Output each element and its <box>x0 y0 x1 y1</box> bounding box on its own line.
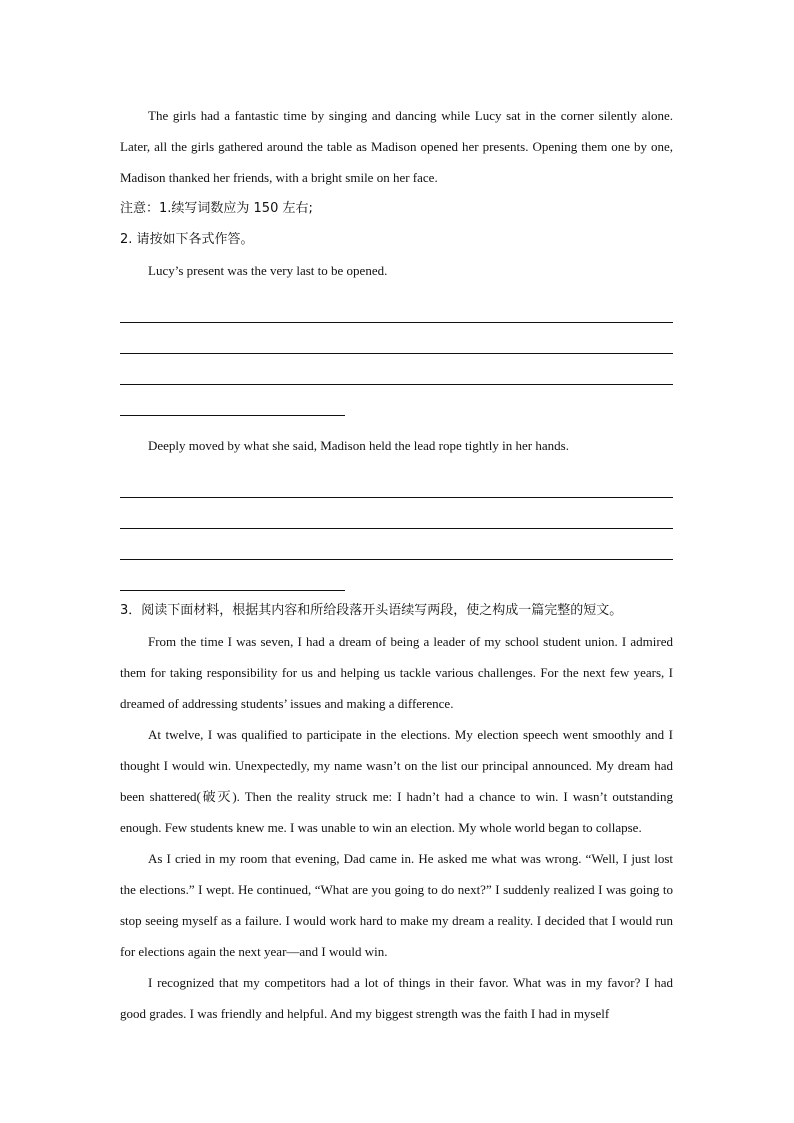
answer-line[interactable] <box>120 292 673 323</box>
question-3-heading: 3．阅读下面材料，根据其内容和所给段落开头语续写两段，使之构成一篇完整的短文。 <box>120 603 623 618</box>
question-3-paragraph-1: From the time I was seven, I had a dream of being a leader of my school student union. I admired them for taking responsibility for us and helping us tackle various challenges. For the next few years, I dreamed of addressing students’ issues and making a difference. <box>120 634 673 711</box>
question-3-paragraph-3: As I cried in my room that evening, Dad came in. He asked me what was wrong. “Well, I just lost the elections.” I wept. He continued, “What are you going to do next?” I suddenly realized I was going to stop seeing myself as a failure. I would work hard to make my dream a reality. I decided that I would run for elections again the next year—and I would win. <box>120 851 673 959</box>
answer-lines-1 <box>120 292 673 416</box>
note-line: 注意：1.续写词数应为 150 左右; <box>120 201 313 216</box>
answer-line[interactable] <box>120 323 673 354</box>
answer-line[interactable] <box>120 354 673 385</box>
question-2-prompt-1: Lucy’s present was the very last to be opened. <box>148 263 388 278</box>
answer-line[interactable] <box>120 467 673 498</box>
spacer <box>120 416 673 430</box>
answer-line[interactable] <box>120 498 673 529</box>
answer-lines-2 <box>120 467 673 591</box>
question-3-paragraph-2: At twelve, I was qualified to participate in the elections. My election speech went smoothly and I thought I would win. Unexpectedly, my name wasn’t on the list our principal announced. My dream had been shattered(破灭). Then the reality struck me: I hadn’t had a chance to win. I wasn’t outstanding enough. Few students knew me. I was unable to win an election. My whole world began to collapse. <box>120 727 673 835</box>
answer-line[interactable] <box>120 560 345 591</box>
intro-paragraph: The girls had a fantastic time by singing and dancing while Lucy sat in the corner silently alone. Later, all the girls gathered around the table as Madison opened her presents. Opening them one by one, Madison thanked her friends, with a bright smile on her face. <box>120 108 673 185</box>
question-3-paragraph-4: I recognized that my competitors had a lot of things in their favor. What was in my favor? I had good grades. I was friendly and helpful. And my biggest strength was the faith I had in myself <box>120 975 673 1021</box>
question-2-prompt-2: Deeply moved by what she said, Madison held the lead rope tightly in her hands. <box>148 438 569 453</box>
answer-line[interactable] <box>120 529 673 560</box>
answer-line[interactable] <box>120 385 345 416</box>
document-page <box>120 100 673 1029</box>
question-2-heading: 2. 请按如下各式作答。 <box>120 232 254 247</box>
